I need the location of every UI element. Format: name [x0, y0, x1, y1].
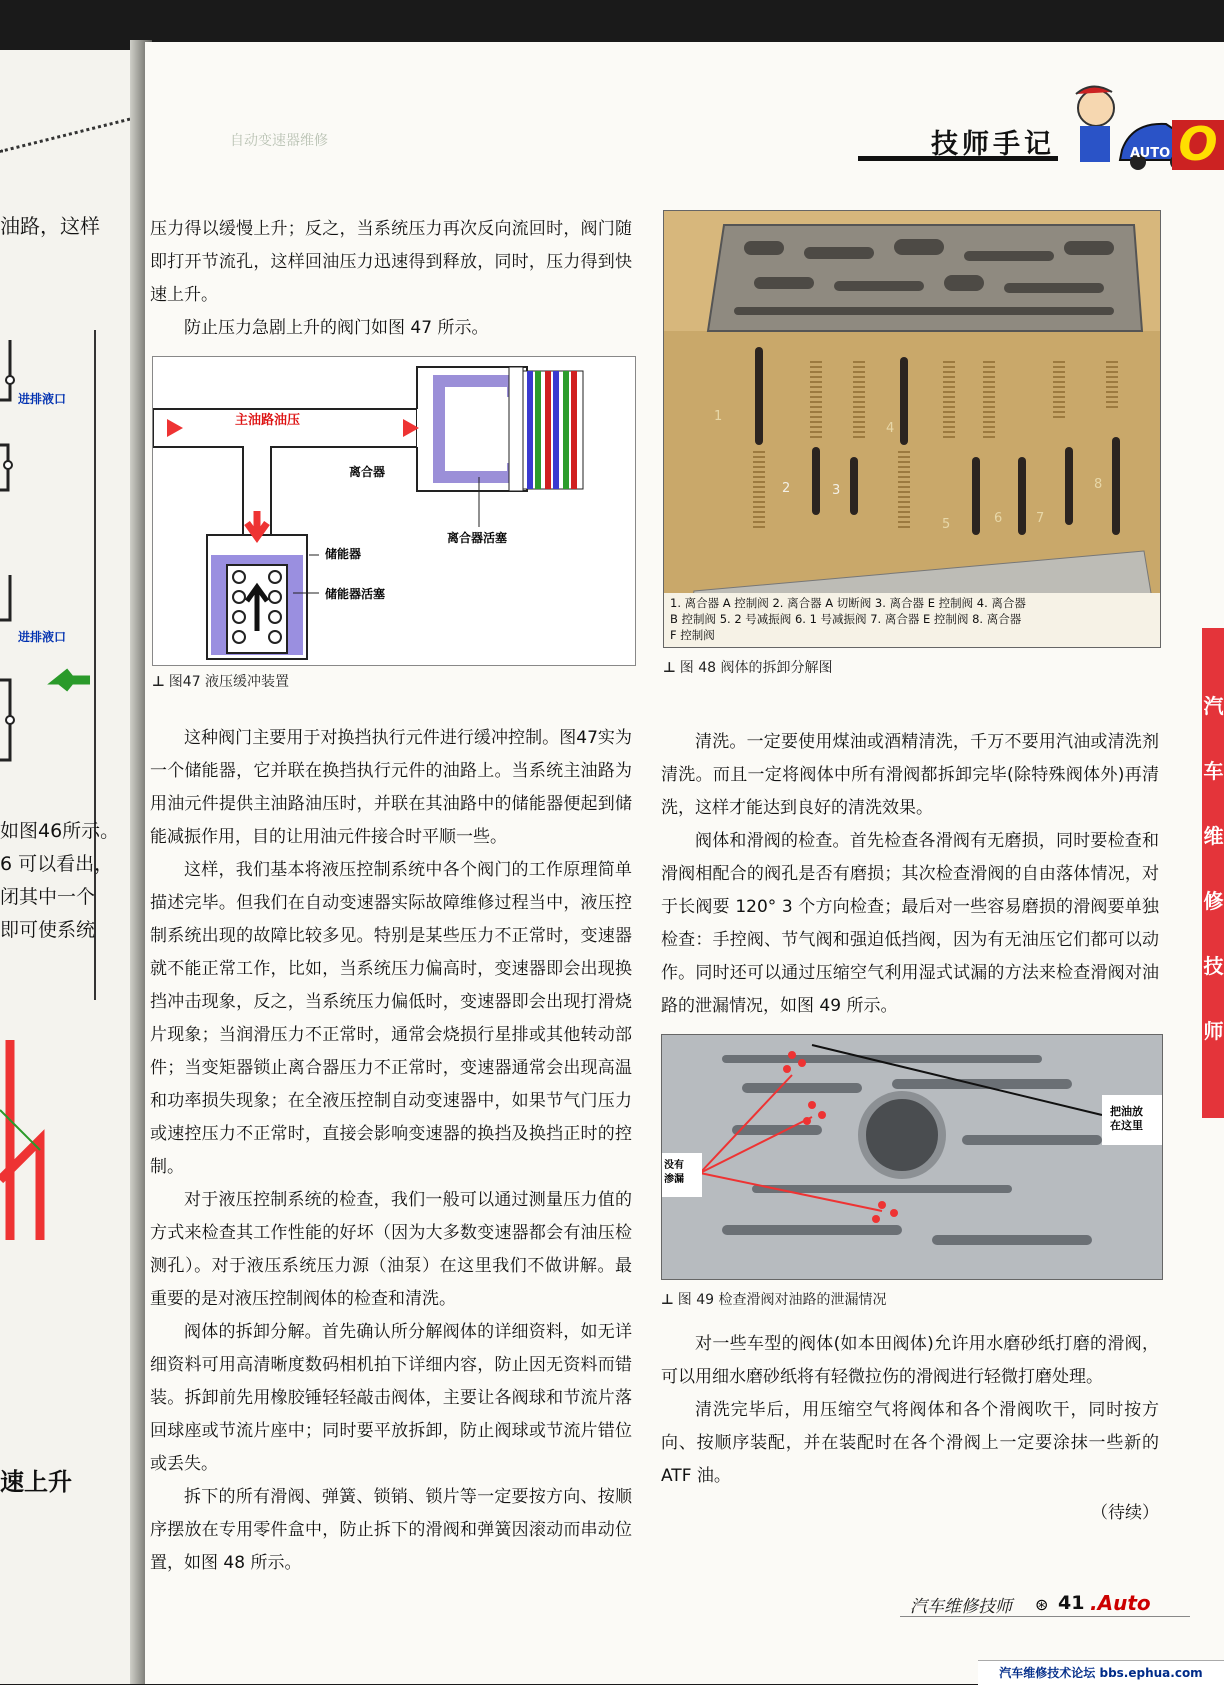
to-be-continued: （待续） [1091, 1503, 1159, 1523]
sidebar-char-2: 车 [1203, 759, 1224, 783]
figure-47 [152, 356, 636, 666]
left-facing-page [0, 50, 140, 1684]
figure-48-caption-text: 图 48 阀体的拆卸分解图 [679, 660, 833, 676]
left-page-text-1: 油路，这样 [0, 214, 100, 238]
section-title: 技师手记 [931, 129, 1055, 160]
col1-paragraph-4: 这样，我们基本将液压控制系统中各个阀门的工作原理简单描述完毕。但我们在自动变速器实际故障维修过程当中，液压控制系统出现的故障比较多见。特别是某些压力不正常时，变速器就不能正常工作，比如，当系统压力偏高时，变速器即会出现换挡冲击现象，反之，当系统压力偏低时，变速器即会出现打滑烧片现象；当润滑压力不正常时，通常会烧损行星排或其他转动部件；当变矩器锁止离合器压力不正常时，变速器通常会出现高温和功率损失现象；在全液压控制自动变速器中，如果节气门压力或速控压力不正常时，直接会影响变速器的换挡及换挡正时的控制。 [150, 860, 632, 1177]
figure-49-caption: ⊥ 图 49 检查滑阀对油路的泄漏情况 [661, 1292, 887, 1308]
figure-47-caption-text: 图47 液压缓冲装置 [168, 674, 290, 690]
figure-48-caption: ⊥ 图 48 阀体的拆卸分解图 [663, 660, 833, 676]
col1-paragraph-6: 阀体的拆卸分解。首先确认所分解阀体的详细资料，如无详细资料可用高清晰度数码相机拍下详细内容，防止因无资料而错装。拆卸前先用橡胶锤轻轻敲击阀体，主要让各阀球和节流片落回球座或节流片座中；同时要平放拆卸，防止阀球或节流片错位或丢失。 [150, 1322, 632, 1474]
left-page-text-3: 6 可以看出， [0, 853, 114, 875]
footer-magazine-name: 汽车维修技师 [910, 1597, 1012, 1617]
figure-49-photo [661, 1034, 1163, 1280]
legend-line-1: 1. 离合器 A 控制阀 2. 离合器 A 切断阀 3. 离合器 E 控制阀 4. 离合器 [670, 596, 1026, 610]
col1-paragraph-5: 对于液压控制系统的检查，我们一般可以通过测量压力值的方式来检查其工作性能的好坏（因为大多数变速器都会有油压检测孔）。对于液压系统压力源（油泵）在这里我们不做讲解。最重要的是对液压控制阀体的检查和清洗。 [150, 1190, 632, 1309]
col2-paragraph-2: 阀体和滑阀的检查。首先检查各滑阀有无磨损，同时要检查和滑阀相配合的阀孔是否有磨损；其次检查滑阀的自由落体情况，对于长阀要 120° 3 个方向检查；最后对一些容易磨损的滑阀要单独检查：手控阀、节气阀和强迫低挡阀，因为有无油压它们都可以动作。同时还可以通过压缩空气利用湿式试漏的方法来检查滑阀对油路的泄漏情况，如图 49 所示。 [661, 831, 1159, 1016]
figure-48-legend [664, 593, 1160, 647]
column-1-intro [150, 213, 632, 345]
sidebar-char-5: 技 [1203, 954, 1224, 978]
footer-disc-icon: ⊛ [1035, 1595, 1049, 1614]
left-page-diagram [0, 280, 100, 1240]
left-label-inlet-2: 进排液口 [18, 630, 67, 644]
label-accumulator-piston: 储能器活塞 [325, 587, 386, 601]
col1-paragraph-2: 防止压力急剧上升的阀门如图 47 所示。 [184, 318, 489, 338]
figure-48-photo [663, 210, 1161, 648]
figure-49-caption-text: 图 49 检查滑阀对油路的泄漏情况 [677, 1292, 887, 1308]
logo-text: AUTO [1130, 146, 1171, 161]
footer-brand: .Auto [1090, 1591, 1151, 1615]
sidebar-char-1: 汽 [1203, 694, 1224, 718]
label-no-leak-line-1: 没有 [664, 1160, 684, 1171]
valve-number-1: 1 [714, 409, 723, 424]
page-number: 41 [1058, 1592, 1085, 1614]
left-page-text-4: 闭其中一个 [0, 886, 96, 908]
label-no-leak [664, 1159, 684, 1187]
label-no-leak-line-2: 渗漏 [664, 1174, 684, 1185]
faint-banner: 自动变速器维修 [230, 133, 328, 149]
valve-number-2: 2 [782, 481, 791, 496]
col2-paragraph-4: 清洗完毕后，用压缩空气将阀体和各个滑阀吹干，同时按方向、按顺序装配，并在装配时在各个滑阀上一定要涂抹一些新的 ATF 油。 [661, 1400, 1159, 1486]
label-oil-here [1110, 1105, 1143, 1133]
left-label-inlet-1: 进排液口 [18, 392, 67, 406]
sidebar-char-4: 修 [1203, 889, 1224, 913]
sidebar-char-3: 维 [1203, 824, 1224, 848]
column-2-body [661, 726, 1159, 1023]
label-clutch-piston: 离合器活塞 [447, 531, 508, 545]
valve-number-8: 8 [1094, 477, 1103, 492]
legend-line-2: B 控制阀 5. 2 号减振阀 6. 1 号减振阀 7. 离合器 E 控制阀 8. 离合器 [670, 612, 1022, 626]
valve-number-3: 3 [832, 483, 841, 498]
valve-leak-test-image [662, 1035, 1162, 1279]
valve-number-7: 7 [1036, 511, 1045, 526]
col2-paragraph-1: 清洗。一定要使用煤油或酒精清洗，千万不要用汽油或清洗剂清洗。而且一定将阀体中所有滑阀都拆卸完毕(除特殊阀体外)再清洗，这样才能达到良好的清洗效果。 [661, 732, 1159, 818]
left-page-text-5: 即可使系统 [0, 919, 96, 941]
label-clutch: 离合器 [349, 465, 386, 479]
label-oil-here-line-1: 把油放 [1110, 1105, 1143, 1118]
valve-number-5: 5 [942, 517, 951, 532]
valve-body-disassembly-image [664, 211, 1160, 647]
valve-number-6: 6 [994, 511, 1003, 526]
label-oil-here-line-2: 在这里 [1110, 1119, 1143, 1132]
legend-line-3: F 控制阀 [670, 628, 715, 642]
col2-paragraph-3: 对一些车型的阀体(如本田阀体)允许用水磨砂纸打磨的滑阀，可以用细水磨砂纸将有轻微拉伤的滑阀进行轻微打磨处理。 [661, 1334, 1159, 1387]
svg-text:O: O [1178, 117, 1218, 170]
hydraulic-buffer-diagram [153, 357, 635, 665]
column-2-end [661, 1328, 1159, 1530]
sidebar-char-6: 师 [1203, 1019, 1224, 1043]
forum-watermark: 汽车维修技术论坛 bbs.ephua.com [978, 1660, 1224, 1685]
label-accumulator: 储能器 [325, 547, 362, 561]
figure-47-caption: ⊥ 图47 液压缓冲装置 [152, 674, 290, 690]
col1-paragraph-3: 这种阀门主要用于对换挡执行元件进行缓冲控制。图47实为一个储能器，它并联在换挡执行元件的油路上。当系统主油路为用油元件提供主油路油压时，并联在其油路中的储能器便起到储能减振作用，目的让用油元件接合时平顺一些。 [150, 728, 632, 847]
valve-number-4: 4 [886, 421, 895, 436]
left-page-bottom-heading: 速上升 [0, 1468, 72, 1496]
col1-paragraph-1: 压力得以缓慢上升；反之，当系统压力再次反向流回时，阀门随即打开节流孔，这样回油压力迅速得到释放，同时，压力得到快速上升。 [150, 219, 632, 305]
left-page-text-2: 如图46所示。 [0, 820, 120, 842]
label-main-oil-pressure: 主油路油压 [235, 413, 301, 428]
col1-paragraph-7: 拆下的所有滑阀、弹簧、锁销、锁片等一定要按方向、按顺序摆放在专用零件盒中，防止拆下的滑阀和弹簧因滚动而串动位置，如图 48 所示。 [150, 1487, 632, 1573]
column-1-body [150, 722, 632, 1580]
